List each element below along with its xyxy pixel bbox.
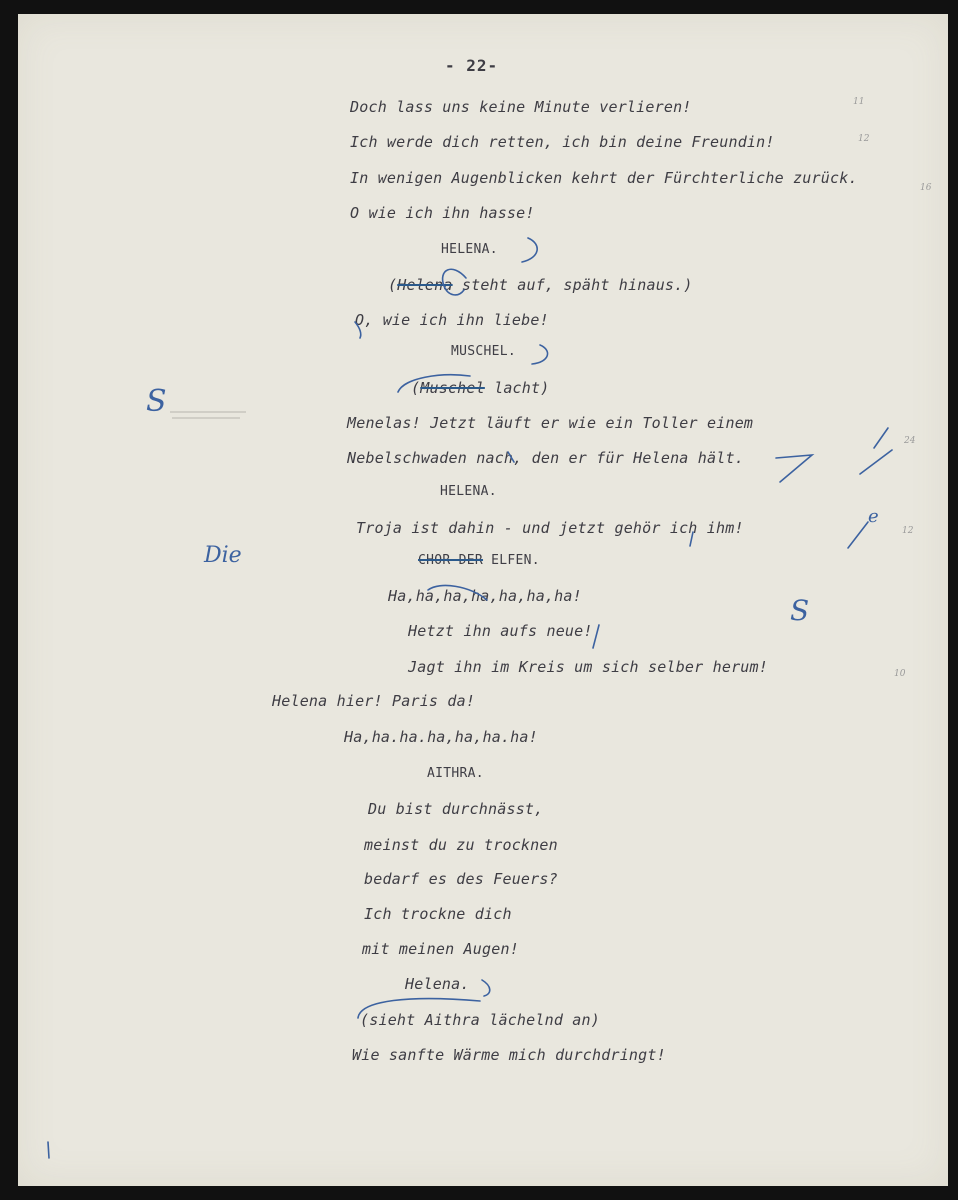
text-line: Ich trockne dich	[364, 905, 512, 923]
text-line: Du bist durchnässt,	[368, 800, 544, 818]
handwritten-s-mark: S	[146, 384, 167, 419]
page-number: - 22-	[445, 56, 499, 75]
stage-direction	[388, 276, 693, 294]
text-line: bedarf es des Feuers?	[364, 870, 558, 888]
text-line: meinst du zu trocknen	[364, 836, 558, 854]
stage-direction-rest: lacht)	[484, 379, 550, 397]
stage-direction-open: (	[411, 379, 421, 397]
text-line: mit meinen Augen!	[362, 940, 519, 958]
text-line: Jagt ihn im Kreis um sich selber herum!	[408, 658, 768, 676]
speaker-heading: MUSCHEL.	[451, 344, 517, 359]
pencil-count: 16	[920, 183, 932, 193]
text-line: Nebelschwaden nach, den er für Helena hält.	[347, 449, 744, 467]
speaker-heading: AITHRA.	[427, 766, 484, 781]
text-line: Wie sanfte Wärme mich durchdringt!	[352, 1046, 666, 1064]
stage-direction-rest: steht auf, späht hinaus.)	[452, 276, 693, 294]
pencil-count: 12	[902, 526, 914, 536]
pencil-count: 24	[904, 436, 916, 446]
pencil-count: 11	[853, 97, 865, 107]
speaker-heading: HELENA.	[440, 484, 497, 499]
speaker-heading	[418, 553, 540, 568]
handwritten-e-mark: e	[868, 506, 879, 527]
text-line: Hetzt ihn aufs neue!	[408, 622, 593, 640]
struck-chor-der: CHOR DER	[418, 553, 484, 568]
text-line: O wie ich ihn hasse!	[350, 204, 535, 222]
text-line: Ha,ha,ha,ha,ha,ha,ha!	[388, 587, 582, 605]
text-line: Helena hier! Paris da!	[272, 692, 476, 710]
struck-name: Muschel	[420, 379, 485, 397]
stage-direction-open: (	[388, 276, 398, 294]
text-line: In wenigen Augenblicken kehrt der Fürchterliche zurück.	[350, 169, 858, 187]
speaker-heading-rest: ELFEN.	[483, 553, 540, 568]
text-line: Ich werde dich retten, ich bin deine Freundin!	[350, 133, 775, 151]
text-line: Doch lass uns keine Minute verlieren!	[350, 98, 692, 116]
text-line: Helena.	[405, 975, 470, 993]
text-line: (sieht Aithra lächelnd an)	[360, 1011, 600, 1029]
text-line: O, wie ich ihn liebe!	[355, 311, 549, 329]
text-line: Troja ist dahin - und jetzt gehör ich ihm!	[356, 519, 744, 537]
stage-direction	[411, 379, 549, 397]
text-line: Ha,ha.ha.ha,ha,ha.ha!	[344, 728, 538, 746]
handwritten-die: Die	[204, 543, 242, 568]
speaker-heading: HELENA.	[441, 242, 498, 257]
pencil-count: 12	[858, 134, 870, 144]
text-line: Menelas! Jetzt läuft er wie ein Toller einem	[347, 414, 754, 432]
pencil-count: 10	[894, 669, 906, 679]
struck-name: Helena	[397, 276, 453, 294]
handwritten-s-mark: S	[790, 594, 810, 627]
